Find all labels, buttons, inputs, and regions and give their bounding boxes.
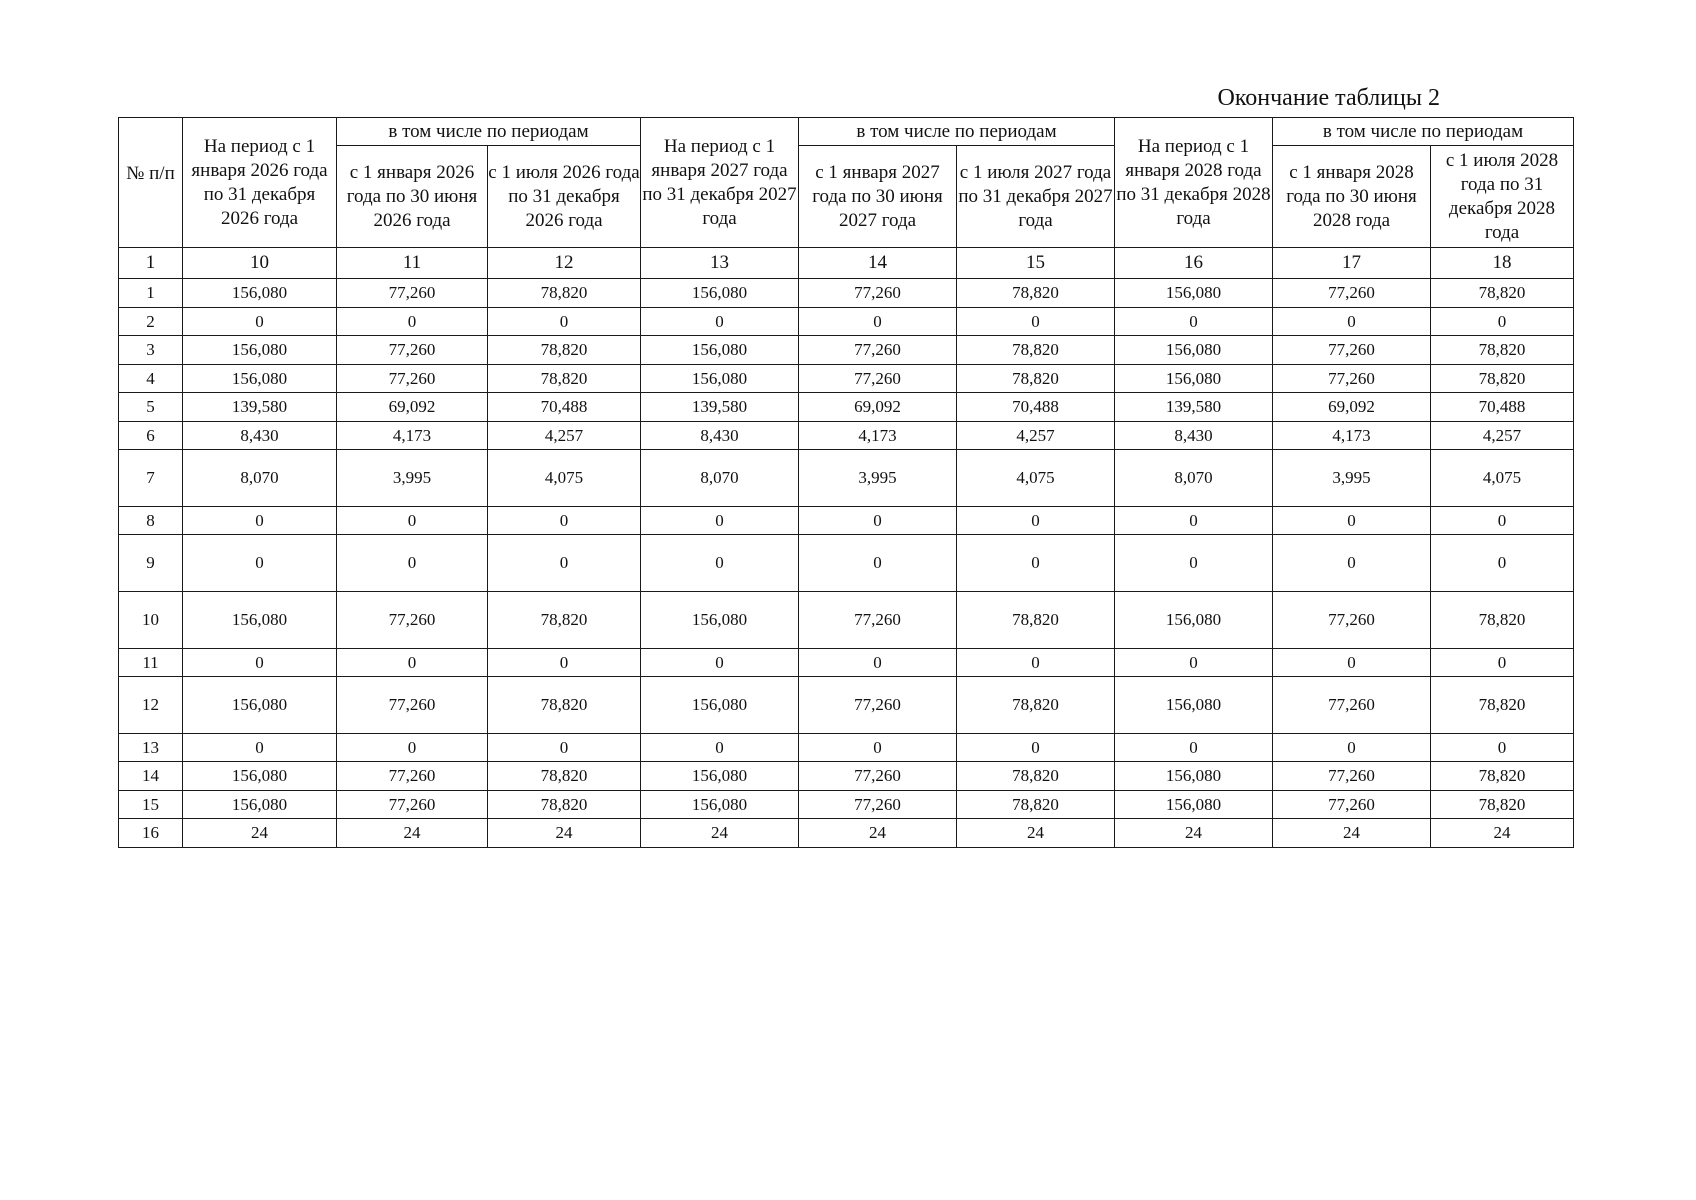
header-period-2027: На период с 1 января 2027 года по 31 декабря 2027 года — [641, 118, 799, 248]
value-cell: 70,488 — [957, 393, 1115, 422]
table-row — [119, 791, 1574, 819]
value-cell: 78,820 — [488, 279, 641, 308]
table-row — [119, 507, 1574, 535]
value-cell: 78,820 — [1431, 677, 1574, 734]
value-cell: 78,820 — [488, 365, 641, 393]
value-cell: 8,430 — [183, 422, 337, 450]
value-cell: 24 — [337, 819, 488, 848]
column-number: 1 — [119, 248, 183, 279]
value-cell: 156,080 — [1115, 677, 1273, 734]
value-cell: 3,995 — [1273, 450, 1431, 507]
value-cell: 0 — [1431, 535, 1574, 592]
value-cell: 0 — [1273, 507, 1431, 535]
value-cell: 4,257 — [488, 422, 641, 450]
value-cell: 156,080 — [1115, 762, 1273, 791]
value-cell: 4,173 — [337, 422, 488, 450]
value-cell: 77,260 — [799, 592, 957, 649]
table-row — [119, 677, 1574, 734]
value-cell: 77,260 — [337, 365, 488, 393]
value-cell: 4,075 — [957, 450, 1115, 507]
value-cell: 139,580 — [183, 393, 337, 422]
row-number-cell: 1 — [119, 279, 183, 308]
value-cell: 24 — [957, 819, 1115, 848]
row-number-cell: 16 — [119, 819, 183, 848]
value-cell: 156,080 — [1115, 336, 1273, 365]
value-cell: 24 — [641, 819, 799, 848]
value-cell: 70,488 — [1431, 393, 1574, 422]
value-cell: 77,260 — [337, 762, 488, 791]
value-cell: 77,260 — [1273, 279, 1431, 308]
value-cell: 0 — [337, 308, 488, 336]
value-cell: 78,820 — [957, 762, 1115, 791]
value-cell: 77,260 — [337, 592, 488, 649]
value-cell: 156,080 — [641, 336, 799, 365]
value-cell: 139,580 — [641, 393, 799, 422]
value-cell: 78,820 — [488, 592, 641, 649]
value-cell: 77,260 — [799, 365, 957, 393]
column-number: 13 — [641, 248, 799, 279]
header-row-number: № п/п — [119, 118, 183, 248]
value-cell: 24 — [799, 819, 957, 848]
value-cell: 77,260 — [799, 762, 957, 791]
table-row — [119, 762, 1574, 791]
header-2027-second-half: с 1 июля 2027 года по 31 декабря 2027 года — [957, 146, 1115, 248]
column-number: 16 — [1115, 248, 1273, 279]
row-number-cell: 5 — [119, 393, 183, 422]
value-cell: 156,080 — [183, 791, 337, 819]
row-number-cell: 4 — [119, 365, 183, 393]
value-cell: 69,092 — [799, 393, 957, 422]
value-cell: 156,080 — [183, 365, 337, 393]
value-cell: 24 — [183, 819, 337, 848]
value-cell: 77,260 — [799, 279, 957, 308]
value-cell: 0 — [957, 308, 1115, 336]
value-cell: 69,092 — [1273, 393, 1431, 422]
table-row — [119, 535, 1574, 592]
value-cell: 4,173 — [1273, 422, 1431, 450]
value-cell: 0 — [488, 535, 641, 592]
value-cell: 8,070 — [1115, 450, 1273, 507]
value-cell: 78,820 — [1431, 762, 1574, 791]
value-cell: 0 — [337, 734, 488, 762]
row-number-cell: 11 — [119, 649, 183, 677]
value-cell: 8,070 — [183, 450, 337, 507]
value-cell: 156,080 — [1115, 791, 1273, 819]
table-row — [119, 592, 1574, 649]
value-cell: 0 — [488, 308, 641, 336]
value-cell: 3,995 — [799, 450, 957, 507]
value-cell: 77,260 — [337, 791, 488, 819]
value-cell: 78,820 — [957, 279, 1115, 308]
value-cell: 0 — [1273, 535, 1431, 592]
value-cell: 77,260 — [337, 336, 488, 365]
header-period-2026: На период с 1 января 2026 года по 31 декабря 2026 года — [183, 118, 337, 248]
value-cell: 156,080 — [641, 677, 799, 734]
row-number-cell: 15 — [119, 791, 183, 819]
column-number: 12 — [488, 248, 641, 279]
value-cell: 156,080 — [1115, 279, 1273, 308]
value-cell: 24 — [1431, 819, 1574, 848]
value-cell: 0 — [183, 535, 337, 592]
value-cell: 77,260 — [337, 677, 488, 734]
row-number-cell: 7 — [119, 450, 183, 507]
value-cell: 0 — [641, 649, 799, 677]
row-number-cell: 14 — [119, 762, 183, 791]
value-cell: 4,257 — [957, 422, 1115, 450]
table-row — [119, 365, 1574, 393]
row-number-cell: 3 — [119, 336, 183, 365]
value-cell: 156,080 — [1115, 592, 1273, 649]
value-cell: 78,820 — [957, 677, 1115, 734]
value-cell: 0 — [488, 649, 641, 677]
value-cell: 0 — [799, 507, 957, 535]
table-row — [119, 734, 1574, 762]
row-number-cell: 2 — [119, 308, 183, 336]
value-cell: 0 — [1273, 308, 1431, 336]
row-number-cell: 6 — [119, 422, 183, 450]
value-cell: 0 — [337, 649, 488, 677]
value-cell: 4,257 — [1431, 422, 1574, 450]
header-2026-second-half: с 1 июля 2026 года по 31 декабря 2026 года — [488, 146, 641, 248]
table-row — [119, 450, 1574, 507]
value-cell: 8,430 — [641, 422, 799, 450]
value-cell: 156,080 — [641, 365, 799, 393]
value-cell: 70,488 — [488, 393, 641, 422]
value-cell: 0 — [957, 535, 1115, 592]
value-cell: 77,260 — [799, 677, 957, 734]
value-cell: 78,820 — [1431, 365, 1574, 393]
value-cell: 0 — [337, 507, 488, 535]
value-cell: 0 — [641, 734, 799, 762]
value-cell: 0 — [799, 649, 957, 677]
value-cell: 156,080 — [1115, 365, 1273, 393]
value-cell: 0 — [1115, 734, 1273, 762]
value-cell: 0 — [488, 734, 641, 762]
value-cell: 0 — [957, 734, 1115, 762]
row-number-cell: 9 — [119, 535, 183, 592]
value-cell: 77,260 — [337, 279, 488, 308]
table-row — [119, 393, 1574, 422]
value-cell: 0 — [1115, 308, 1273, 336]
value-cell: 77,260 — [799, 336, 957, 365]
value-cell: 77,260 — [1273, 336, 1431, 365]
value-cell: 156,080 — [641, 279, 799, 308]
value-cell: 156,080 — [183, 336, 337, 365]
value-cell: 156,080 — [183, 677, 337, 734]
value-cell: 8,070 — [641, 450, 799, 507]
value-cell: 8,430 — [1115, 422, 1273, 450]
value-cell: 0 — [337, 535, 488, 592]
table-row — [119, 422, 1574, 450]
header-2028-first-half: с 1 января 2028 года по 30 июня 2028 года — [1273, 146, 1431, 248]
value-cell: 0 — [641, 535, 799, 592]
value-cell: 77,260 — [1273, 592, 1431, 649]
value-cell: 4,075 — [1431, 450, 1574, 507]
row-number-cell: 8 — [119, 507, 183, 535]
value-cell: 78,820 — [488, 336, 641, 365]
column-number: 10 — [183, 248, 337, 279]
table-row — [119, 819, 1574, 848]
table-body — [119, 279, 1574, 848]
table-row — [119, 279, 1574, 308]
column-number: 18 — [1431, 248, 1574, 279]
value-cell: 0 — [1431, 308, 1574, 336]
value-cell: 0 — [799, 535, 957, 592]
value-cell: 78,820 — [957, 336, 1115, 365]
value-cell: 4,173 — [799, 422, 957, 450]
value-cell: 78,820 — [1431, 336, 1574, 365]
row-number-cell: 12 — [119, 677, 183, 734]
row-number-cell: 10 — [119, 592, 183, 649]
value-cell: 78,820 — [488, 762, 641, 791]
value-cell: 0 — [183, 308, 337, 336]
value-cell: 0 — [957, 649, 1115, 677]
column-number: 15 — [957, 248, 1115, 279]
value-cell: 156,080 — [183, 592, 337, 649]
value-cell: 78,820 — [1431, 279, 1574, 308]
value-cell: 0 — [641, 308, 799, 336]
header-including-2028: в том числе по периодам — [1273, 118, 1574, 146]
value-cell: 0 — [488, 507, 641, 535]
value-cell: 0 — [1431, 507, 1574, 535]
table-row — [119, 336, 1574, 365]
value-cell: 24 — [488, 819, 641, 848]
value-cell: 0 — [1273, 649, 1431, 677]
header-period-2028: На период с 1 января 2028 года по 31 декабря 2028 года — [1115, 118, 1273, 248]
header-including-2027: в том числе по периодам — [799, 118, 1115, 146]
row-number-cell: 13 — [119, 734, 183, 762]
value-cell: 3,995 — [337, 450, 488, 507]
value-cell: 78,820 — [957, 365, 1115, 393]
column-number: 11 — [337, 248, 488, 279]
table-caption: Окончание таблицы 2 — [1217, 85, 1440, 111]
value-cell: 69,092 — [337, 393, 488, 422]
value-cell: 0 — [183, 507, 337, 535]
value-cell: 77,260 — [1273, 677, 1431, 734]
value-cell: 77,260 — [1273, 762, 1431, 791]
header-2028-second-half: с 1 июля 2028 года по 31 декабря 2028 года — [1431, 146, 1574, 248]
value-cell: 78,820 — [1431, 791, 1574, 819]
value-cell: 156,080 — [641, 791, 799, 819]
value-cell: 78,820 — [957, 592, 1115, 649]
value-cell: 24 — [1273, 819, 1431, 848]
value-cell: 0 — [1431, 734, 1574, 762]
value-cell: 0 — [641, 507, 799, 535]
value-cell: 77,260 — [1273, 365, 1431, 393]
value-cell: 0 — [1115, 649, 1273, 677]
value-cell: 156,080 — [641, 762, 799, 791]
value-cell: 78,820 — [1431, 592, 1574, 649]
value-cell: 78,820 — [488, 677, 641, 734]
column-number: 14 — [799, 248, 957, 279]
value-cell: 77,260 — [799, 791, 957, 819]
value-cell: 0 — [183, 734, 337, 762]
value-cell: 139,580 — [1115, 393, 1273, 422]
table-row — [119, 649, 1574, 677]
value-cell: 0 — [1431, 649, 1574, 677]
table-row — [119, 308, 1574, 336]
value-cell: 0 — [1273, 734, 1431, 762]
value-cell: 4,075 — [488, 450, 641, 507]
header-2026-first-half: с 1 января 2026 года по 30 июня 2026 года — [337, 146, 488, 248]
value-cell: 0 — [799, 308, 957, 336]
value-cell: 78,820 — [488, 791, 641, 819]
value-cell: 0 — [1115, 507, 1273, 535]
column-numbers-row — [119, 248, 1574, 279]
column-number: 17 — [1273, 248, 1431, 279]
value-cell: 78,820 — [957, 791, 1115, 819]
value-cell: 0 — [957, 507, 1115, 535]
value-cell: 77,260 — [1273, 791, 1431, 819]
value-cell: 156,080 — [183, 279, 337, 308]
tariff-table — [118, 117, 1574, 848]
header-including-2026: в том числе по периодам — [337, 118, 641, 146]
header-2027-first-half: с 1 января 2027 года по 30 июня 2027 года — [799, 146, 957, 248]
value-cell: 24 — [1115, 819, 1273, 848]
value-cell: 0 — [183, 649, 337, 677]
value-cell: 0 — [1115, 535, 1273, 592]
value-cell: 156,080 — [183, 762, 337, 791]
value-cell: 0 — [799, 734, 957, 762]
value-cell: 156,080 — [641, 592, 799, 649]
